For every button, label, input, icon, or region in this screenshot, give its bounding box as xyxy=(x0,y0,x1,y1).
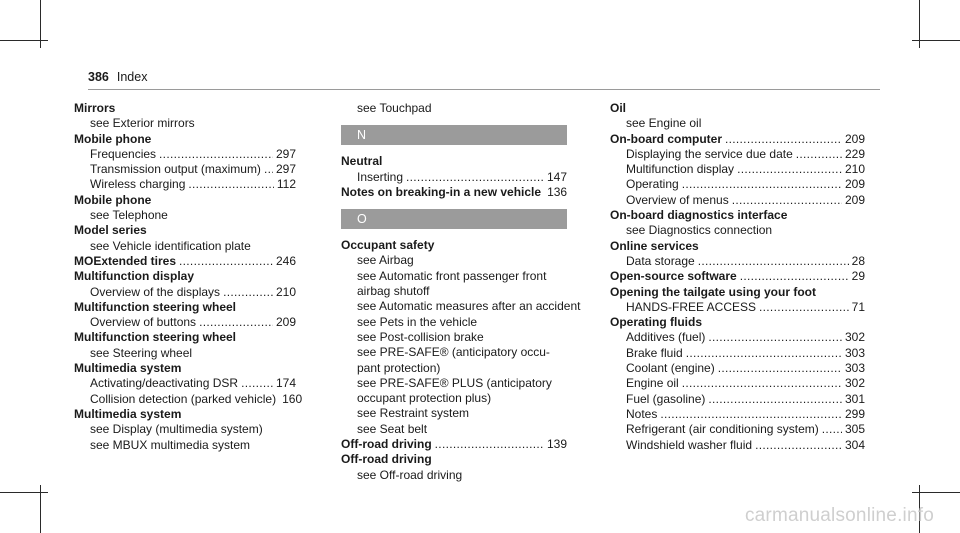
page-reference[interactable]: 209 xyxy=(844,177,865,192)
page-reference[interactable]: 303 xyxy=(844,361,865,376)
dot-leader xyxy=(718,361,842,376)
index-term xyxy=(74,132,296,147)
entry-label: Overview of the displays xyxy=(90,284,221,299)
entry-label: On-board diagnostics interface xyxy=(610,208,788,223)
dot-leader xyxy=(759,300,849,315)
index-subentry xyxy=(610,223,865,238)
entry-label: Open-source software xyxy=(610,269,737,284)
index-term xyxy=(341,154,567,169)
index-subentry xyxy=(341,391,567,406)
page-reference[interactable]: 229 xyxy=(844,146,865,161)
index-term xyxy=(610,132,865,147)
index-subentry xyxy=(341,468,567,483)
entry-label: see Engine oil xyxy=(626,116,702,131)
entry-label: HANDS-FREE ACCESS xyxy=(626,299,757,314)
index-subentry xyxy=(74,438,296,453)
index-subentry xyxy=(74,116,296,131)
entry-label: Oil xyxy=(610,101,627,115)
index-term xyxy=(74,300,296,315)
index-subentry xyxy=(74,285,296,300)
index-subentry xyxy=(341,269,567,284)
page-reference[interactable]: 301 xyxy=(844,391,865,406)
page-reference[interactable]: 297 xyxy=(275,162,296,177)
page-header xyxy=(88,70,147,84)
dot-leader xyxy=(179,254,273,269)
index-term xyxy=(341,452,567,467)
entry-label: occupant protection plus) xyxy=(357,391,492,406)
entry-label: Off-road driving xyxy=(341,437,432,452)
index-subentry xyxy=(610,300,865,315)
index-term xyxy=(74,223,296,238)
entry-label: see Seat belt xyxy=(357,421,428,436)
entry-label: Transmission output (maximum) xyxy=(90,162,261,177)
index-subentry xyxy=(341,361,567,376)
index-subentry xyxy=(610,147,865,162)
entry-label: Opening the tailgate using your foot xyxy=(610,284,816,299)
entry-label: Fuel (gasoline) xyxy=(626,391,706,406)
entry-label: Operating fluids xyxy=(610,315,703,330)
entry-label: Multifunction display xyxy=(626,162,735,177)
index-subentry xyxy=(610,193,865,208)
entry-label: Displaying the service due date xyxy=(626,146,793,161)
entry-label: see Display (multimedia system) xyxy=(90,422,263,437)
entry-label: pant protection) xyxy=(357,360,441,375)
index-term xyxy=(74,361,296,376)
index-subentry xyxy=(74,208,296,223)
dot-leader xyxy=(740,269,849,284)
entry-label: Occupant safety xyxy=(341,238,435,253)
index-subentry xyxy=(74,162,296,177)
entry-label: airbag shutoff xyxy=(357,284,430,299)
entry-label: Overview of buttons xyxy=(90,315,197,330)
page-reference[interactable]: 297 xyxy=(275,146,296,161)
entry-label: Operating xyxy=(626,177,679,192)
entry-label: see Restraint system xyxy=(357,406,470,421)
index-subentry xyxy=(341,330,567,345)
page-reference[interactable]: 209 xyxy=(844,192,865,207)
dot-leader xyxy=(737,162,842,177)
index-subentry xyxy=(341,376,567,391)
dot-leader xyxy=(708,392,842,407)
section-letter-bar: N xyxy=(341,125,567,145)
index-subentry xyxy=(74,346,296,361)
dot-leader xyxy=(199,315,273,330)
index-term xyxy=(341,238,567,253)
index-term xyxy=(610,239,865,254)
index-subentry xyxy=(74,422,296,437)
entry-label: see MBUX multimedia system xyxy=(90,437,251,452)
entry-label: Overview of menus xyxy=(626,192,729,207)
index-subentry xyxy=(341,284,567,299)
header-rule xyxy=(88,89,880,90)
entry-label: Coolant (engine) xyxy=(626,361,715,376)
entry-label: Refrigerant (air conditioning system) xyxy=(626,422,819,437)
page-reference[interactable]: 305 xyxy=(844,422,865,437)
entry-label: Mobile phone xyxy=(74,192,152,207)
index-term xyxy=(610,315,865,330)
page-reference[interactable]: 210 xyxy=(844,162,865,177)
index-subentry xyxy=(74,147,296,162)
index-term xyxy=(74,330,296,345)
entry-label: MOExtended tires xyxy=(74,253,177,268)
index-term xyxy=(341,185,567,200)
entry-label: Multimedia system xyxy=(74,361,182,376)
section-letter-bar: O xyxy=(341,209,567,229)
page-reference[interactable]: 304 xyxy=(844,437,865,452)
entry-label: Activating/deactivating DSR xyxy=(90,376,239,391)
entry-label: Brake fluid xyxy=(626,345,683,360)
entry-label: Mobile phone xyxy=(74,131,152,146)
entry-label: see PRE-SAFE® (anticipatory occu- xyxy=(357,345,550,360)
entry-label: Neutral xyxy=(341,154,383,169)
entry-label: Engine oil xyxy=(626,376,679,391)
entry-label: Inserting xyxy=(357,169,404,184)
crop-mark xyxy=(0,40,48,41)
index-subentry xyxy=(74,391,303,407)
index-subentry xyxy=(610,346,865,361)
page-reference[interactable]: 209 xyxy=(844,131,865,146)
page-reference[interactable]: 136 xyxy=(547,184,568,199)
entry-label: see Automatic front passenger front xyxy=(357,268,547,283)
entry-label: Model series xyxy=(74,223,147,238)
page-number: 386 xyxy=(88,70,109,84)
dot-leader xyxy=(708,330,842,345)
entry-label: Online services xyxy=(610,238,699,253)
dot-leader xyxy=(159,147,273,162)
page-reference[interactable]: 302 xyxy=(844,376,865,391)
entry-label: Windshield washer fluid xyxy=(626,437,753,452)
index-column-2 xyxy=(341,101,581,483)
entry-label: Multifunction display xyxy=(74,269,194,284)
entry-label: see Exterior mirrors xyxy=(90,116,195,131)
dot-leader xyxy=(822,422,842,437)
dot-leader xyxy=(435,437,544,452)
crop-mark xyxy=(912,40,960,41)
dot-leader xyxy=(755,438,842,453)
page-reference[interactable]: 210 xyxy=(275,284,296,299)
dot-leader xyxy=(686,346,842,361)
entry-label: see Off-road driving xyxy=(357,467,463,482)
page-reference[interactable]: 299 xyxy=(844,406,865,421)
index-subentry xyxy=(341,101,567,116)
watermark: carmanualsonline.info xyxy=(744,505,934,526)
page-reference[interactable]: 246 xyxy=(275,253,296,268)
page-reference[interactable]: 209 xyxy=(275,315,296,330)
index-subentry xyxy=(610,407,865,422)
page-reference[interactable]: 303 xyxy=(844,345,865,360)
entry-label: see Airbag xyxy=(357,253,414,268)
index-subentry xyxy=(341,345,567,360)
entry-label: On-board computer xyxy=(610,131,723,146)
page-title: Index xyxy=(116,70,148,84)
page-reference[interactable]: 28 xyxy=(851,253,865,268)
index-subentry xyxy=(610,376,865,391)
index-term xyxy=(610,285,865,300)
entry-label: Multimedia system xyxy=(74,406,182,421)
index-subentry xyxy=(341,422,567,437)
page-reference[interactable]: 29 xyxy=(851,269,865,284)
entry-label: see Diagnostics connection xyxy=(626,223,773,238)
entry-label: Additives (fuel) xyxy=(626,330,706,345)
dot-leader xyxy=(264,162,273,177)
index-subentry xyxy=(610,392,865,407)
index-term xyxy=(610,101,865,116)
index-term xyxy=(74,254,296,269)
dot-leader xyxy=(406,170,544,185)
entry-label: see Touchpad xyxy=(357,101,432,115)
entry-label: Off-road driving xyxy=(341,452,432,467)
dot-leader xyxy=(725,132,842,147)
dot-leader xyxy=(188,177,273,192)
entry-label: see Vehicle identification plate xyxy=(90,238,251,253)
index-subentry xyxy=(610,422,865,437)
entry-label: Notes xyxy=(626,406,658,421)
index-subentry xyxy=(341,170,567,185)
index-term xyxy=(74,101,296,116)
page-reference[interactable]: 71 xyxy=(851,299,865,314)
dot-leader xyxy=(698,254,849,269)
crop-mark xyxy=(0,492,48,493)
page-reference[interactable]: 147 xyxy=(546,169,567,184)
entry-label: Mirrors xyxy=(74,101,116,115)
index-subentry xyxy=(610,438,865,453)
entry-label: see Post-collision brake xyxy=(357,329,484,344)
entry-label: see Steering wheel xyxy=(90,345,193,360)
index-subentry xyxy=(610,361,865,376)
page-reference[interactable]: 174 xyxy=(275,376,296,391)
dot-leader xyxy=(241,376,273,391)
entry-label: Multifunction steering wheel xyxy=(74,299,237,314)
index-term xyxy=(341,437,567,452)
index-term xyxy=(74,269,296,284)
index-column-1 xyxy=(74,101,303,453)
index-subentry xyxy=(341,315,567,330)
dot-leader xyxy=(796,147,842,162)
entry-label: Data storage xyxy=(626,253,695,268)
entry-label: see Telephone xyxy=(90,208,168,223)
index-term xyxy=(74,193,296,208)
dot-leader xyxy=(682,177,842,192)
index-subentry xyxy=(74,315,296,330)
index-subentry xyxy=(610,162,865,177)
dot-leader xyxy=(732,193,842,208)
index-subentry xyxy=(74,239,296,254)
index-subentry xyxy=(610,254,865,269)
index-subentry xyxy=(610,116,865,131)
entry-label: Collision detection (parked vehicle) xyxy=(90,391,277,406)
entry-label: Frequencies xyxy=(90,146,157,161)
index-subentry xyxy=(341,253,567,268)
index-subentry xyxy=(341,406,567,421)
index-subentry xyxy=(610,177,865,192)
page-reference[interactable]: 139 xyxy=(546,437,567,452)
entry-label: Multifunction steering wheel xyxy=(74,330,237,345)
page-reference[interactable]: 112 xyxy=(276,177,296,192)
entry-label: Notes on breaking-in a new vehicle xyxy=(341,184,542,199)
page-reference[interactable]: 160 xyxy=(282,391,303,406)
page-reference[interactable]: 302 xyxy=(844,330,865,345)
index-term xyxy=(74,407,296,422)
index-subentry xyxy=(341,299,581,314)
index-column-3 xyxy=(610,101,865,453)
index-term xyxy=(610,269,865,284)
index-subentry xyxy=(74,376,296,391)
dot-leader xyxy=(223,285,273,300)
index-subentry xyxy=(74,177,296,192)
index-subentry xyxy=(610,330,865,345)
entry-label: see PRE-SAFE® PLUS (anticipatory xyxy=(357,375,552,390)
dot-leader xyxy=(682,376,842,391)
entry-label: see Pets in the vehicle xyxy=(357,314,478,329)
dot-leader xyxy=(660,407,842,422)
entry-label: Wireless charging xyxy=(90,177,186,192)
crop-mark xyxy=(912,492,960,493)
entry-label: see Automatic measures after an accident xyxy=(357,299,581,314)
index-term xyxy=(610,208,865,223)
